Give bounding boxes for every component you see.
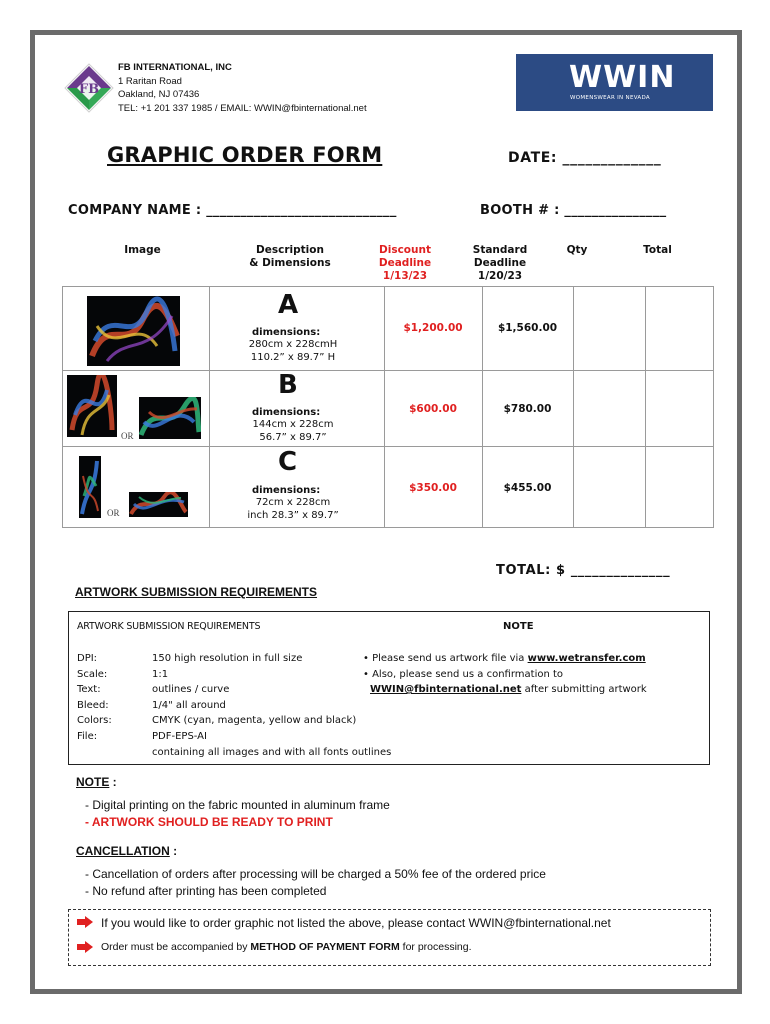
wwin-tagline: WOMENSWEAR IN NEVADA (570, 95, 650, 101)
dims-label: dimensions: (252, 327, 321, 338)
payment-form-reference: METHOD OF PAYMENT FORM (250, 941, 400, 953)
header-total: Total (643, 244, 672, 256)
size-letter-b: B (278, 370, 298, 400)
header-standard-deadline: Standard Deadline 1/20/23 (472, 244, 528, 282)
header-discount-deadline: Discount Deadline 1/13/23 (378, 244, 432, 282)
arrow-right-icon (77, 916, 93, 928)
artwork-thumbnail-c-landscape (129, 492, 188, 517)
artwork-thumbnail-b-landscape (139, 397, 201, 439)
booth-number-field[interactable]: BOOTH # : _______________ (480, 203, 667, 218)
table-row (63, 447, 715, 529)
note-heading: NOTE : (76, 775, 117, 789)
cancellation-heading: CANCELLATION : (76, 844, 178, 858)
contact-line-1: If you would like to order graphic not listed the above, please contact WWIN@fbinternational.net (101, 916, 611, 930)
contact-line-2: Order must be accompanied by METHOD OF PAYMENT FORM for processing. (101, 941, 472, 953)
size-letter-c: C (278, 447, 298, 477)
spec-labels: DPI: Scale: Text: Bleed: Colors: File: (77, 653, 112, 742)
cancellation-line-1: - Cancellation of orders after processing will be charged a 50% fee of the ordered price (85, 867, 546, 881)
company-contact: TEL: +1 201 337 1985 / EMAIL: WWIN@fbinternational.net (118, 102, 367, 114)
discount-price-c: $350.00 (409, 482, 457, 494)
header-qty: Qty (566, 244, 588, 256)
standard-price-b: $780.00 (503, 403, 552, 415)
artwork-notes: • Please send us artwork file via www.wetransfer.com • Also, please send us a confirmation to WWIN@fbinternational.net after submitting artwork (363, 653, 647, 696)
dims-label: dimensions: (252, 407, 321, 418)
artwork-requirements-box (68, 611, 710, 765)
standard-price-c: $455.00 (503, 482, 552, 494)
artwork-thumbnail-a (87, 296, 180, 366)
wetransfer-link[interactable]: www.wetransfer.com (527, 653, 646, 664)
size-letter-a: A (278, 290, 299, 320)
logo-letters: FB (78, 82, 100, 97)
confirmation-email-link[interactable]: WWIN@fbinternational.net (370, 684, 522, 696)
spec-values: 150 high resolution in full size 1:1 outlines / curve 1/4" all around CMYK (cyan, magenta, yellow and black) PDF-EPS-AI containing all images and with all fonts outlines (152, 653, 392, 758)
company-name-field[interactable]: COMPANY NAME : ____________________________ (68, 203, 397, 218)
box-heading: ARTWORK SUBMISSION REQUIREMENTS (77, 621, 261, 632)
order-table (62, 286, 714, 528)
dims-label: dimensions: (252, 485, 321, 496)
discount-price-b: $600.00 (409, 403, 457, 415)
contact-info-box (68, 909, 711, 966)
note-column-heading: NOTE (503, 621, 534, 632)
artwork-requirements-heading: ARTWORK SUBMISSION REQUIREMENTS (75, 585, 318, 599)
table-row (63, 287, 715, 370)
header-description: Description & Dimensions (249, 244, 331, 269)
date-field[interactable]: DATE: _____________ (508, 150, 662, 166)
artwork-thumbnail-c-portrait (79, 456, 101, 518)
or-label: OR (121, 431, 134, 441)
standard-price-a: $1,560.00 (497, 322, 558, 334)
company-address-line-1: 1 Raritan Road (118, 75, 182, 87)
company-address-line-2: Oakland, NJ 07436 (118, 89, 200, 100)
cancellation-line-2: - No refund after printing has been completed (85, 884, 327, 898)
artwork-thumbnail-b-portrait (67, 375, 117, 437)
note-line-1: - Digital printing on the fabric mounted in aluminum frame (85, 798, 390, 812)
discount-price-a: $1,200.00 (403, 322, 463, 334)
table-row (63, 371, 715, 446)
note-line-2: - ARTWORK SHOULD BE READY TO PRINT (85, 815, 333, 829)
or-label: OR (107, 508, 120, 518)
grand-total-field[interactable]: TOTAL: $ ______________ (496, 563, 671, 578)
dims-values: 144cm x 228cm 56.7” x 89.7” (252, 419, 334, 443)
header-image: Image (124, 244, 161, 256)
company-info (118, 61, 367, 115)
wwin-wordmark: WWIN (569, 60, 676, 95)
company-name: FB INTERNATIONAL, INC (118, 62, 232, 73)
arrow-right-icon (77, 941, 93, 953)
fb-logo (63, 62, 115, 114)
wwin-logo (516, 54, 713, 111)
form-title: GRAPHIC ORDER FORM (107, 143, 383, 167)
dims-values: 72cm x 228cm inch 28.3” x 89.7” (247, 497, 339, 521)
dims-values: 280cm x 228cmH 110.2” x 89.7” H (248, 339, 338, 363)
order-form-page (30, 30, 742, 994)
